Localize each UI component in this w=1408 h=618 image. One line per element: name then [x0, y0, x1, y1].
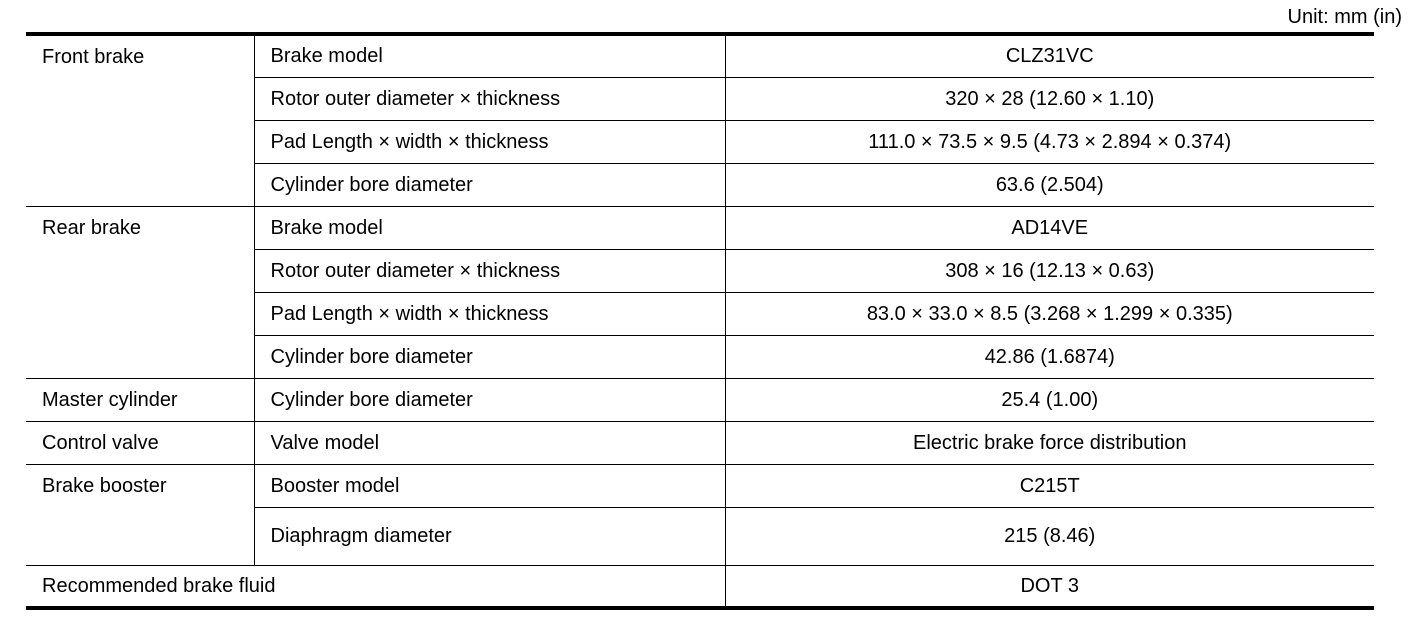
item-label: Brake model [254, 34, 725, 77]
table-row [26, 34, 1374, 77]
item-value: 25.4 (1.00) [725, 378, 1374, 421]
item-label: Cylinder bore diameter [254, 335, 725, 378]
item-value: CLZ31VC [725, 34, 1374, 77]
brake-specifications-table [26, 32, 1374, 610]
category-master-cylinder: Master cylinder [26, 378, 254, 421]
table-row [26, 464, 1374, 507]
category-front-brake: Front brake [26, 34, 254, 206]
item-label: Rotor outer diameter × thickness [254, 249, 725, 292]
item-value: 63.6 (2.504) [725, 163, 1374, 206]
item-value: 215 (8.46) [725, 507, 1374, 565]
table-row [26, 206, 1374, 249]
item-value: AD14VE [725, 206, 1374, 249]
item-value: 111.0 × 73.5 × 9.5 (4.73 × 2.894 × 0.374) [725, 120, 1374, 163]
item-value: 42.86 (1.6874) [725, 335, 1374, 378]
item-label: Booster model [254, 464, 725, 507]
item-label: Rotor outer diameter × thickness [254, 77, 725, 120]
item-label: Pad Length × width × thickness [254, 120, 725, 163]
table-row [26, 378, 1374, 421]
table-row [26, 421, 1374, 464]
item-label: Pad Length × width × thickness [254, 292, 725, 335]
item-value: 320 × 28 (12.60 × 1.10) [725, 77, 1374, 120]
item-value: C215T [725, 464, 1374, 507]
item-value: Electric brake force distribution [725, 421, 1374, 464]
unit-label: Unit: mm (in) [1287, 6, 1402, 28]
item-value: 308 × 16 (12.13 × 0.63) [725, 249, 1374, 292]
item-label: Cylinder bore diameter [254, 378, 725, 421]
recommended-brake-fluid-label: Recommended brake fluid [26, 565, 725, 608]
category-brake-booster: Brake booster [26, 464, 254, 565]
category-control-valve: Control valve [26, 421, 254, 464]
table-row [26, 565, 1374, 608]
category-rear-brake: Rear brake [26, 206, 254, 378]
item-label: Brake model [254, 206, 725, 249]
item-label: Valve model [254, 421, 725, 464]
item-value: 83.0 × 33.0 × 8.5 (3.268 × 1.299 × 0.335) [725, 292, 1374, 335]
recommended-brake-fluid-value: DOT 3 [725, 565, 1374, 608]
item-label: Diaphragm diameter [254, 507, 725, 565]
item-label: Cylinder bore diameter [254, 163, 725, 206]
